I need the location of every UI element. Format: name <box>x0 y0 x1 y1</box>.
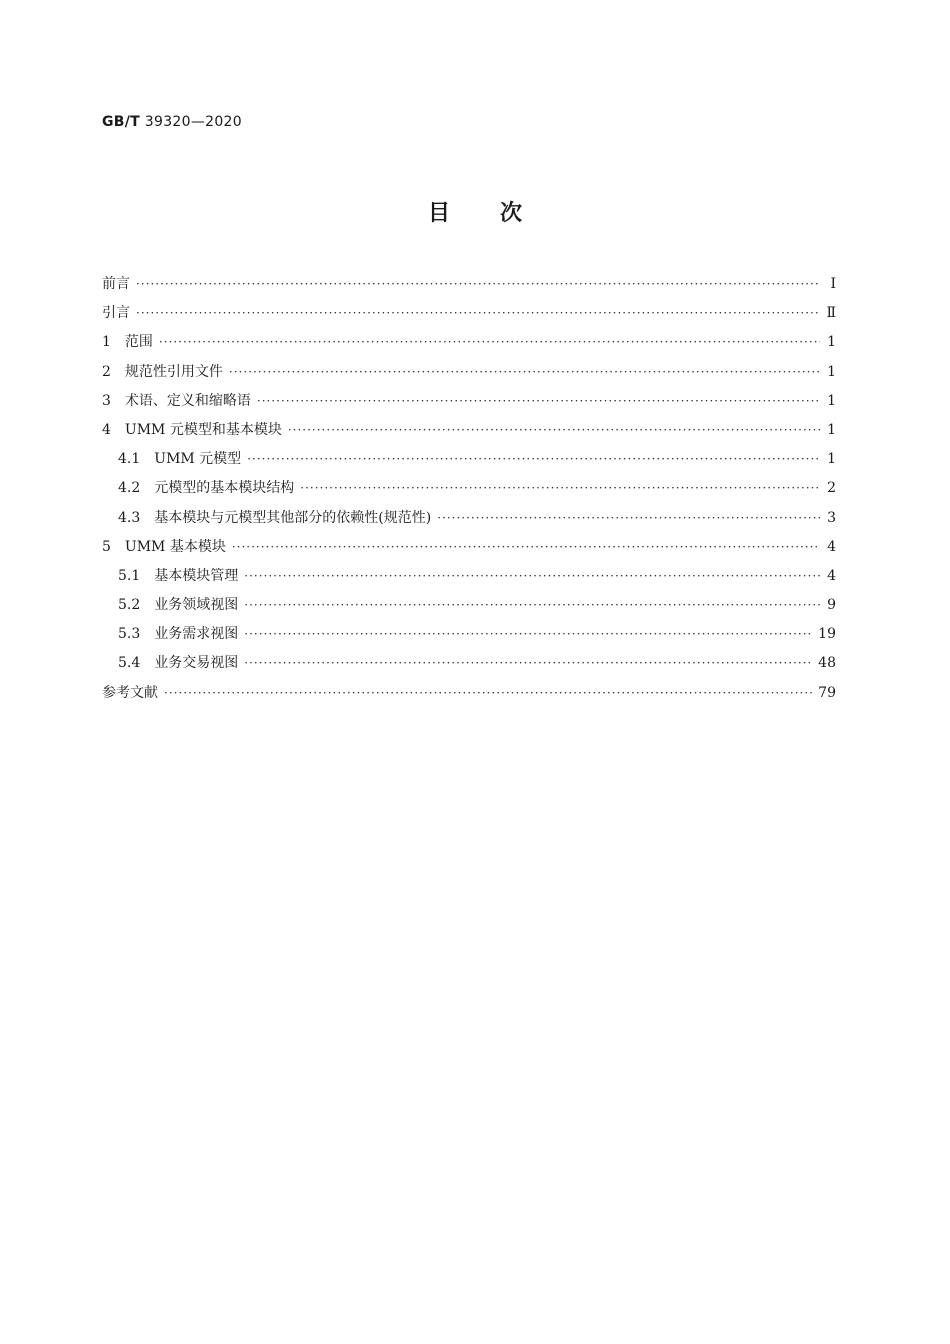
toc-entry[interactable] <box>102 445 836 474</box>
toc-entry-number: 4.2 <box>118 480 141 497</box>
toc-entry-page: 4 <box>827 567 836 584</box>
toc-leader-dots <box>136 270 820 299</box>
toc-entry-label: 前言 <box>102 276 130 292</box>
toc-entry-label: 范围 <box>124 334 153 351</box>
toc-entry-page: Ⅰ <box>830 276 836 292</box>
standard-number: 39320—2020 <box>144 114 242 130</box>
toc-entry-label: 业务交易视图 <box>154 655 239 672</box>
toc-entry-number: 5 <box>102 538 111 555</box>
page-title: 目次 <box>427 201 572 226</box>
toc-entry[interactable] <box>102 620 836 649</box>
toc-entry-label: 业务领域视图 <box>154 597 239 614</box>
toc-entry[interactable] <box>102 591 836 620</box>
toc-entry-page: 48 <box>818 655 836 672</box>
toc-entry[interactable] <box>102 270 836 299</box>
toc-entry-number: 5.4 <box>118 655 141 672</box>
toc-leader-dots <box>244 620 812 649</box>
toc-entry-label: 基本模块管理 <box>154 567 239 584</box>
toc-entry-label: 引言 <box>102 305 130 322</box>
toc-entry[interactable] <box>102 533 836 562</box>
toc-leader-dots <box>247 445 820 474</box>
toc-leader-dots <box>164 679 812 708</box>
toc-leader-dots <box>257 387 820 416</box>
toc-entry-label: UMM 元模型 <box>154 451 242 468</box>
toc-entry-page: 1 <box>827 451 836 468</box>
toc-entry-label: 基本模块与元模型其他部分的依赖性(规范性) <box>154 509 432 526</box>
toc-entry-number: 5.3 <box>118 626 141 643</box>
toc-entry-number: 5.1 <box>118 567 141 584</box>
toc-entry[interactable] <box>102 649 836 678</box>
toc-entry[interactable] <box>102 387 836 416</box>
toc-entry-page: Ⅱ <box>826 305 836 322</box>
toc-entry-page: 9 <box>827 597 836 614</box>
toc-entry-page: 1 <box>827 334 836 351</box>
toc-entry-number: 4.1 <box>118 451 141 468</box>
toc-entry-page: 1 <box>827 421 836 438</box>
toc-leader-dots <box>136 299 820 328</box>
toc-entry[interactable] <box>102 474 836 503</box>
toc-entry[interactable] <box>102 358 836 387</box>
toc-entry-number: 1 <box>102 334 111 351</box>
toc-leader-dots <box>244 562 820 591</box>
table-of-contents <box>102 270 836 708</box>
toc-leader-dots <box>300 474 820 503</box>
toc-entry-number: 4 <box>102 421 111 438</box>
toc-entry-page: 79 <box>818 684 836 701</box>
standard-prefix: GB/T <box>102 114 141 130</box>
toc-entry-label: 业务需求视图 <box>154 626 239 643</box>
toc-leader-dots <box>244 591 820 620</box>
toc-leader-dots <box>437 504 820 533</box>
toc-entry[interactable] <box>102 679 836 708</box>
toc-leader-dots <box>232 533 820 562</box>
toc-entry[interactable] <box>102 299 836 328</box>
toc-entry-number: 5.2 <box>118 597 141 614</box>
toc-leader-dots <box>288 416 820 445</box>
toc-entry[interactable] <box>102 562 836 591</box>
toc-entry-page: 1 <box>827 363 836 380</box>
toc-entry-label: 参考文献 <box>102 684 158 701</box>
toc-entry[interactable] <box>102 416 836 445</box>
standard-code <box>102 114 242 130</box>
toc-entry-number: 2 <box>102 363 111 380</box>
toc-entry-page: 3 <box>827 509 836 526</box>
toc-entry-page: 1 <box>827 392 836 409</box>
toc-entry-number: 3 <box>102 392 111 409</box>
toc-entry-label: 元模型的基本模块结构 <box>154 480 295 497</box>
toc-entry[interactable] <box>102 328 836 357</box>
toc-entry-label: UMM 基本模块 <box>124 538 226 555</box>
toc-entry-label: 术语、定义和缩略语 <box>124 392 251 409</box>
toc-leader-dots <box>159 328 820 357</box>
toc-entry-page: 4 <box>827 538 836 555</box>
toc-entry-page: 19 <box>818 626 836 643</box>
toc-leader-dots <box>244 649 812 678</box>
toc-entry-label: 规范性引用文件 <box>124 363 223 380</box>
toc-entry-page: 2 <box>827 480 836 497</box>
toc-entry[interactable] <box>102 504 836 533</box>
toc-entry-number: 4.3 <box>118 509 141 526</box>
toc-entry-label: UMM 元模型和基本模块 <box>124 421 282 438</box>
toc-leader-dots <box>229 358 820 387</box>
